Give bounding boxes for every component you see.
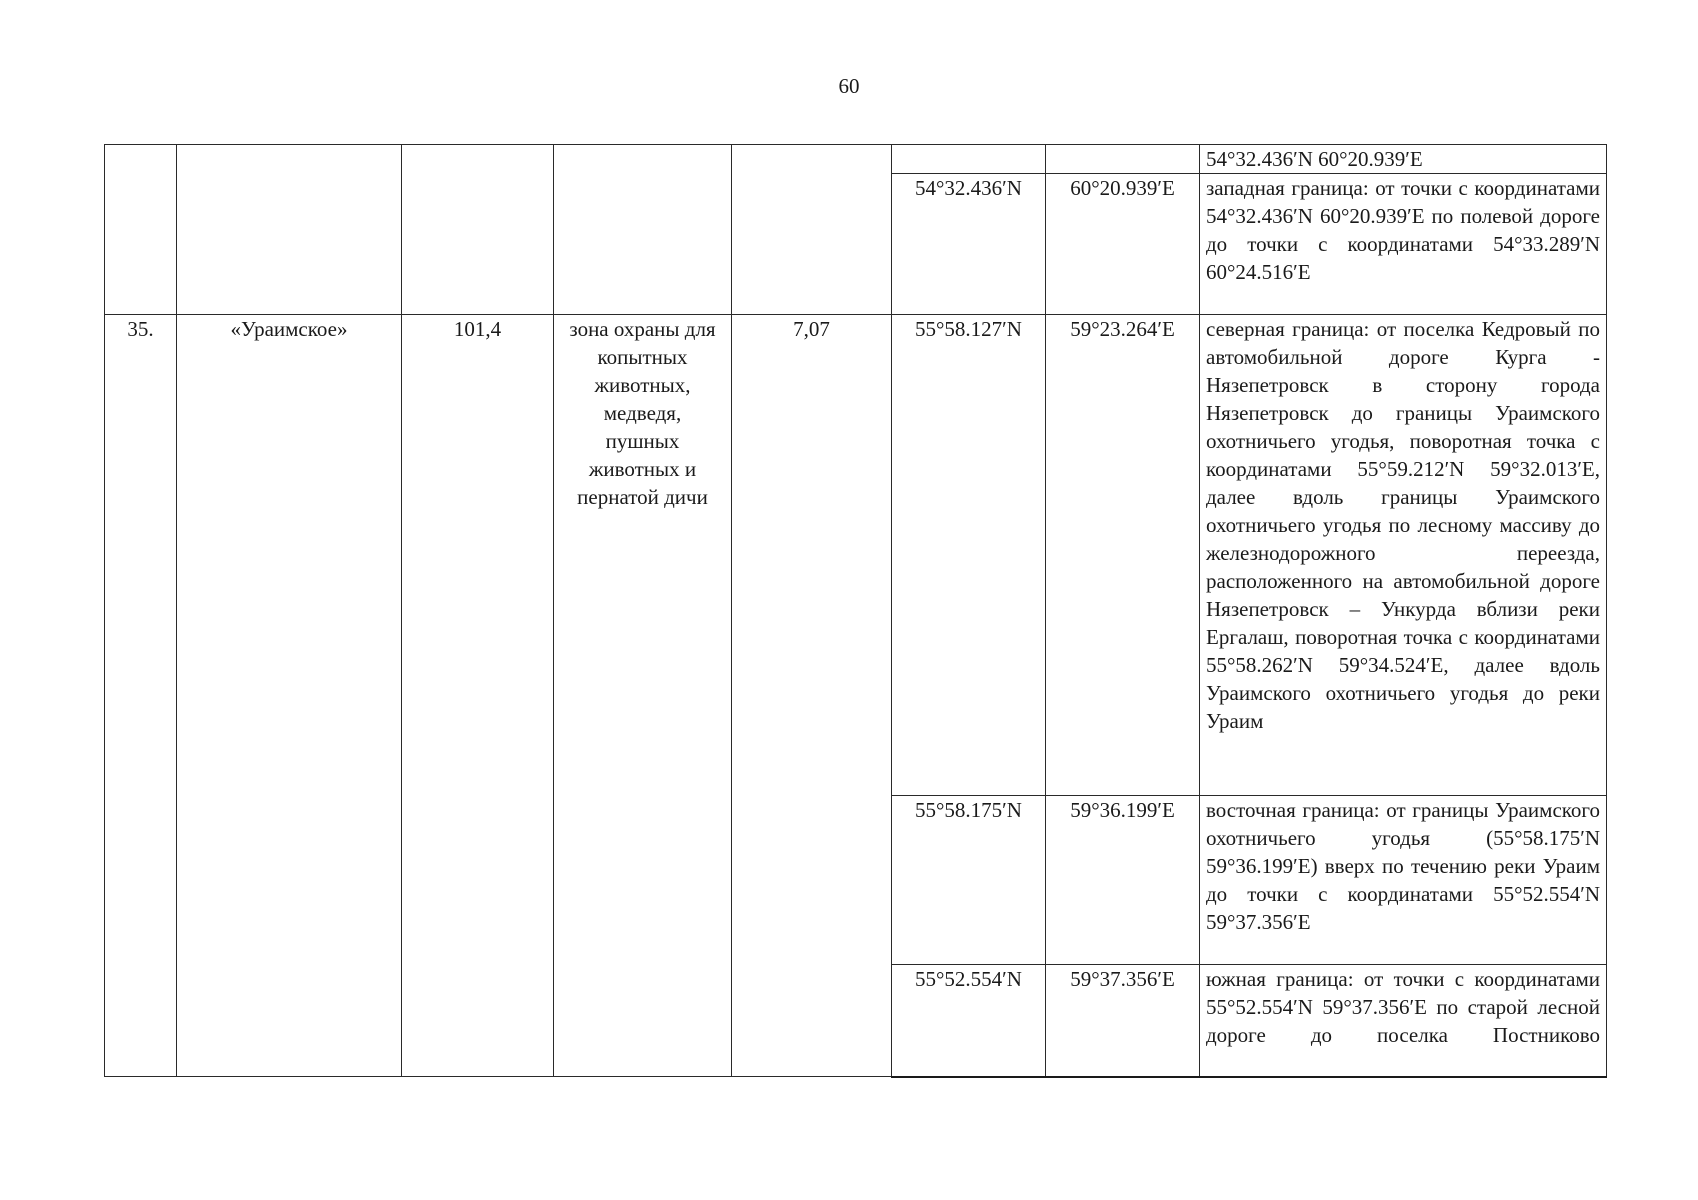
longitude-cell: 59°23.264′E	[1046, 315, 1200, 796]
table-row	[105, 315, 1607, 796]
latitude-cell: 55°52.554′N	[892, 965, 1046, 1077]
boundary-description-cell: южная граница: от точки с координатами 55°52.554′N 59°37.356′E по старой лесной дороге до поселка Постниково	[1200, 965, 1607, 1077]
page-number: 60	[838, 74, 860, 98]
hunting-grounds-table	[104, 144, 1607, 1078]
latitude-cell	[892, 145, 1046, 174]
ground-name-cell: «Ураимское»	[177, 315, 402, 1077]
ground-name-cell	[177, 145, 402, 315]
zone-type-cell: зона охраны для копытных животных, медведя, пушных животных и пернатой дичи	[554, 315, 732, 1077]
latitude-cell: 55°58.127′N	[892, 315, 1046, 796]
value-cell	[732, 145, 892, 315]
longitude-cell: 59°37.356′E	[1046, 965, 1200, 1077]
longitude-cell: 60°20.939′E	[1046, 174, 1200, 315]
boundary-description-cell: западная граница: от точки с координатами 54°32.436′N 60°20.939′E по полевой дороге до точки с координатами 54°33.289′N 60°24.516′E	[1200, 174, 1607, 315]
boundary-description-cell: 54°32.436′N 60°20.939′E	[1200, 145, 1607, 174]
area-cell: 101,4	[402, 315, 554, 1077]
latitude-cell: 55°58.175′N	[892, 796, 1046, 965]
table-row	[105, 145, 1607, 174]
zone-type-cell	[554, 145, 732, 315]
row-number-cell: 35.	[105, 315, 177, 1077]
area-cell	[402, 145, 554, 315]
boundary-description-cell: северная граница: от поселка Кедровый по автомобильной дороге Курга - Нязепетровск в сторону города Нязепетровск до границы Ураимского охотничьего угодья, поворотная точка с координатами 55°59.212′N 59°32.013′E, далее вдоль границы Ураимского охотничьего угодья по лесному массиву до железнодорожного переезда, расположенного на автомобильной дороге Нязепетровск – Ункурда вблизи реки Ергалаш, поворотная точка с координатами 55°58.262′N 59°34.524′E, далее вдоль Ураимского охотничьего угодья до реки Ураим	[1200, 315, 1607, 796]
row-number-cell	[105, 145, 177, 315]
latitude-cell: 54°32.436′N	[892, 174, 1046, 315]
longitude-cell: 59°36.199′E	[1046, 796, 1200, 965]
value-cell: 7,07	[732, 315, 892, 1077]
boundary-description-cell: восточная граница: от границы Ураимского охотничьего угодья (55°58.175′N 59°36.199′E) вверх по течению реки Ураим до точки с координатами 55°52.554′N 59°37.356′E	[1200, 796, 1607, 965]
longitude-cell	[1046, 145, 1200, 174]
